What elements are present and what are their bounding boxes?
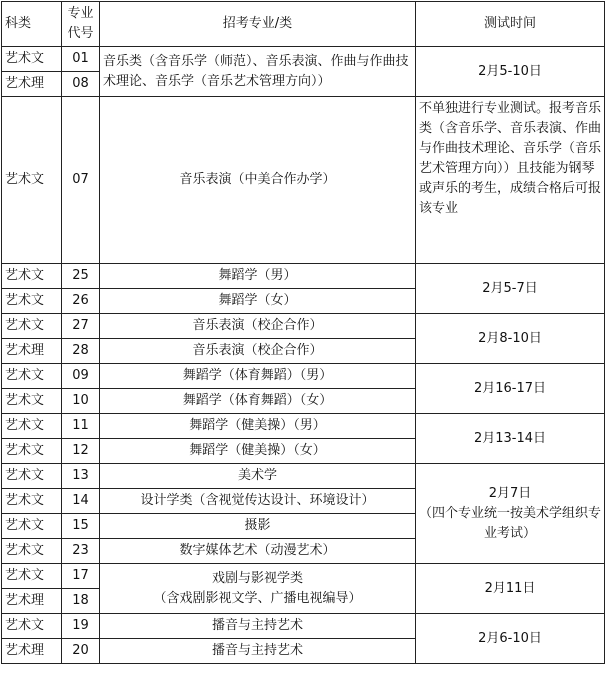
category-cell: 艺术文: [2, 439, 62, 464]
code-cell: 20: [62, 639, 100, 664]
major-cell: 美术学: [100, 464, 416, 489]
table-row: [2, 464, 605, 489]
category-cell: 艺术文: [2, 314, 62, 339]
category-cell: 艺术理: [2, 72, 62, 97]
table-row: [2, 364, 605, 389]
category-cell: 艺术文: [2, 97, 62, 264]
category-cell: 艺术文: [2, 464, 62, 489]
time-cell-dance: 2月5-7日: [416, 264, 605, 314]
time-cell-drama: 2月11日: [416, 564, 605, 614]
category-cell: 艺术文: [2, 364, 62, 389]
category-cell: 艺术文: [2, 264, 62, 289]
code-cell: 15: [62, 514, 100, 539]
category-cell: 艺术文: [2, 489, 62, 514]
time-cell-broadcasting: 2月6-10日: [416, 614, 605, 664]
category-cell: 艺术文: [2, 564, 62, 589]
header-time: 测试时间: [416, 2, 605, 47]
header-major: 招考专业/类: [100, 2, 416, 47]
category-cell: 艺术文: [2, 289, 62, 314]
category-cell: 艺术理: [2, 639, 62, 664]
time-cell-dance-sport: 2月16-17日: [416, 364, 605, 414]
major-cell: 音乐表演（校企合作）: [100, 314, 416, 339]
code-cell: 12: [62, 439, 100, 464]
code-cell: 13: [62, 464, 100, 489]
table-row: [2, 414, 605, 439]
major-cell: 舞蹈学（健美操）（男）: [100, 414, 416, 439]
major-cell: 摄影: [100, 514, 416, 539]
code-cell: 19: [62, 614, 100, 639]
major-cell: 舞蹈学（男）: [100, 264, 416, 289]
code-cell: 09: [62, 364, 100, 389]
category-cell: 艺术理: [2, 589, 62, 614]
table-header-row: [2, 2, 605, 47]
code-cell: 07: [62, 97, 100, 264]
category-cell: 艺术文: [2, 414, 62, 439]
major-cell-music: 音乐类（含音乐学（师范）、音乐表演、作曲与作曲技术理论、音乐学（音乐艺术管理方向））: [100, 47, 416, 97]
major-drama-line1: 戏剧与影视学类: [211, 570, 303, 586]
category-cell: 艺术文: [2, 389, 62, 414]
category-cell: 艺术文: [2, 539, 62, 564]
time-cell-music: 2月5-10日: [416, 47, 605, 97]
major-cell-drama: [100, 564, 416, 614]
major-cell: 播音与主持艺术: [100, 614, 416, 639]
time-art-date: 2月7日: [488, 485, 532, 501]
category-cell: 艺术文: [2, 614, 62, 639]
code-cell: 28: [62, 339, 100, 364]
major-cell: 播音与主持艺术: [100, 639, 416, 664]
table-row: [2, 264, 605, 289]
time-cell-note: 不单独进行专业测试。报考音乐类（含音乐学、音乐表演、作曲与作曲技术理论、音乐学（音乐艺术管理方向））且技能为钢琴或声乐的考生，成绩合格后可报该专业: [416, 97, 605, 264]
header-category: 科类: [2, 2, 62, 47]
code-cell: 23: [62, 539, 100, 564]
exam-schedule-table: [1, 1, 605, 664]
major-cell: 舞蹈学（女）: [100, 289, 416, 314]
code-cell: 11: [62, 414, 100, 439]
major-cell: 舞蹈学（体育舞蹈）（男）: [100, 364, 416, 389]
category-cell: 艺术文: [2, 47, 62, 72]
header-code-line2: 代号: [67, 26, 94, 41]
table-row: [2, 47, 605, 72]
major-cell: 数字媒体艺术（动漫艺术）: [100, 539, 416, 564]
code-cell: 10: [62, 389, 100, 414]
header-code: [62, 2, 100, 47]
table-row: [2, 614, 605, 639]
table-row: [2, 564, 605, 589]
code-cell: 26: [62, 289, 100, 314]
table-row: [2, 97, 605, 264]
code-cell: 08: [62, 72, 100, 97]
code-cell: 25: [62, 264, 100, 289]
major-cell: 舞蹈学（健美操）（女）: [100, 439, 416, 464]
major-drama-line2: （含戏剧影视文学、广播电视编导）: [153, 590, 362, 606]
major-cell: 舞蹈学（体育舞蹈）（女）: [100, 389, 416, 414]
code-cell: 17: [62, 564, 100, 589]
category-cell: 艺术文: [2, 514, 62, 539]
time-cell-music-school-ent: 2月8-10日: [416, 314, 605, 364]
header-code-line1: 专业: [67, 6, 94, 21]
code-cell: 14: [62, 489, 100, 514]
category-cell: 艺术理: [2, 339, 62, 364]
time-cell-art: [416, 464, 605, 564]
major-cell: 设计学类（含视觉传达设计、环境设计）: [100, 489, 416, 514]
time-cell-dance-aerobics: 2月13-14日: [416, 414, 605, 464]
time-art-note: （四个专业统一按美术学组织专业考试）: [419, 505, 602, 541]
major-cell: 音乐表演（校企合作）: [100, 339, 416, 364]
code-cell: 01: [62, 47, 100, 72]
major-cell: 音乐表演（中美合作办学）: [100, 97, 416, 264]
table-row: [2, 314, 605, 339]
code-cell: 18: [62, 589, 100, 614]
code-cell: 27: [62, 314, 100, 339]
